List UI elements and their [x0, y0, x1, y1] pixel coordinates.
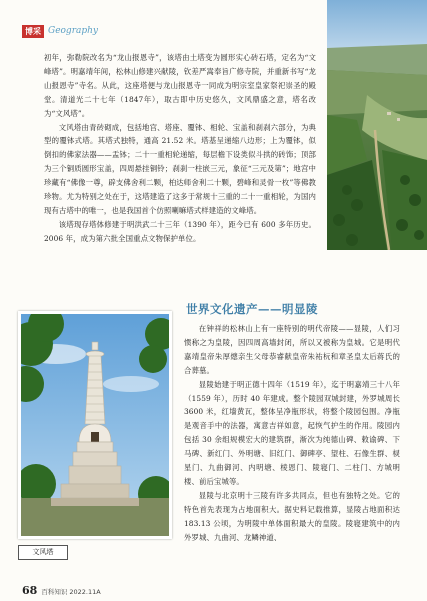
- paragraph: 该塔现存塔体修建于明洪武二十三年（1390 年），距今已有 600 多年历史。2006 年，成为第六批全国重点文物保护单位。: [44, 219, 316, 243]
- column-badge: 博采: [22, 25, 44, 38]
- paragraph: 在钟祥的松林山上有一座特别的明代帝陵——显陵，人们习惯称之为皇陵，因四周高墙封闭，所以又被称为皇城。它是明代嘉靖皇帝朱厚熜亲生父母恭睿献皇帝朱祐杬和章圣皇太后蒋氏的合葬墓。: [184, 324, 400, 375]
- article-body-bottom: [184, 322, 400, 545]
- aerial-landscape-photo: [327, 0, 427, 250]
- pagoda-photo: [18, 311, 172, 539]
- column-english-title: Geography: [48, 26, 99, 36]
- article-body-top: [44, 51, 316, 246]
- page-footer: [22, 584, 101, 597]
- magazine-issue: 百科知识 2022.11A: [41, 588, 101, 596]
- paragraph: 初年，弥勒院改名为“龙山报恩寺”，该塔由土塔变为圆形实心砖石塔，定名为“文峰塔”。明嘉靖年间，松林山修建兴献陵，钦差严嵩奉旨广修寺院，并重新书写“龙山报恩寺”寺名。从此，这座塔便与龙山报恩寺一同成为明宗室皇家祭祀崇圣的殿堂。清道光二十七年（1847年），取古即中历史悠久，文风鼎盛之意，塔名改为“文风塔”。: [44, 53, 316, 118]
- page-number: 68: [22, 584, 38, 597]
- photo-caption: 文风塔: [18, 545, 68, 560]
- column-header: [22, 24, 98, 38]
- paragraph: 显陵与北京明十三陵有许多共同点，但也有独特之处。它的特色首先表现为占地面积大。据史料记载推算，显陵占地面积达 183.13 公顷，为明陵中单体面积最大的皇陵。陵寝建筑中的内外罗城、九曲河、龙鳞神道、: [184, 490, 400, 542]
- paragraph: 显陵始建于明正德十四年（1519 年），迄于明嘉靖三十八年（1559 年），历时 40 年建成。整个陵园双城封建，外罗城周长 3600 米，红墙黄瓦，整体呈净瓶形状，将整个陵园包围。净瓶是观音手中的法器，寓意吉祥如意，起恢气护生的作用。陵园内包括 30 余组规模宏大的建筑群，渐次为纯德山碑、敕谕碑、下马碑、新红门、外明塘、旧红门、御碑亭、望柱、石像生群、棂星门、九曲御河、内明塘、棱恩门、陵寝门、二柱门、方城明楼、前后宝城等。: [184, 379, 400, 486]
- section-title: 世界文化遗产——明显陵: [186, 302, 318, 316]
- paragraph: 文风塔由青砖砌成，包括地宫、塔座、覆钵、相轮、宝盖和刹刹六部分，为典型的覆钵式塔。其塔式独特，通高 21.52 米。塔基呈递缩八边形；上为覆钵，似倒扣的佛家法器——盂钵；二十一重相轮递缩，每层檐下设类似斗拱的砖饰；顶部为三个铜质圆形宝盖，四周悬挂铜铃；刹刹一柱嵌三元，象征“三元及第”；地宫中珍藏有“佛像一尊，辟支佛舍利二颗，柏达师舍利二十颗，碧峰和灵骨一枚”等佛教珍物。尤为特别之处在于，这塔建造了这多于常规十三重的二十一重相轮，为国内现有古塔中的唯一，也是我国首个仿照喇嘛塔式样建造的文峰塔。: [44, 122, 316, 215]
